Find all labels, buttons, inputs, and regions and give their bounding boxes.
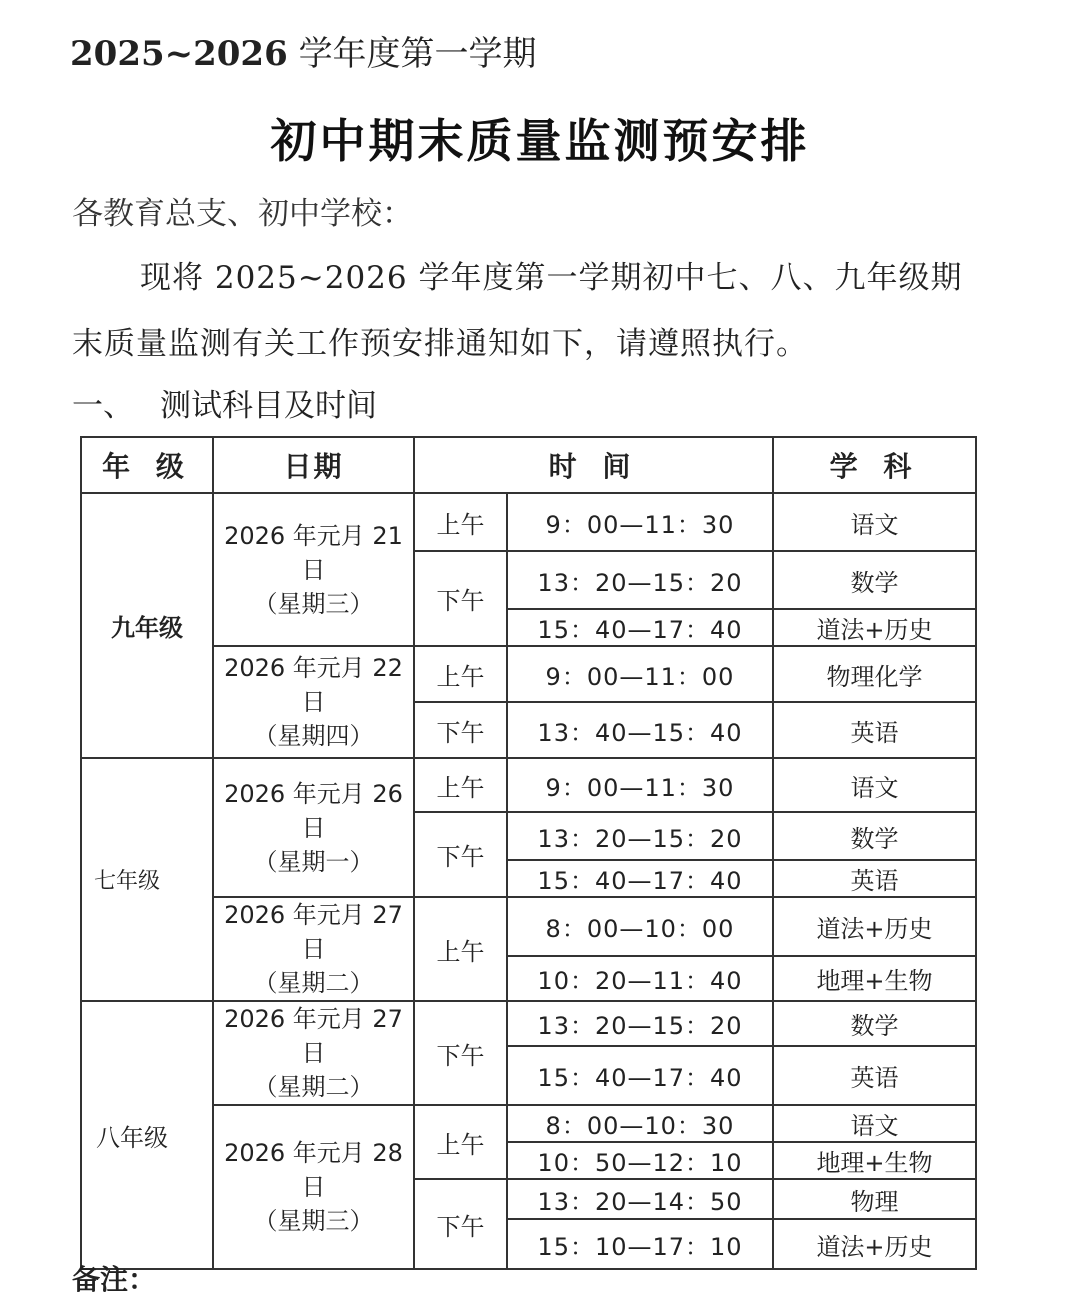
- term-year-range: 2025~2026: [70, 34, 288, 74]
- time-cell: 13：20—14：50: [507, 1179, 773, 1219]
- notice-paragraph-line-2: 末质量监测有关工作预安排通知如下，请遵照执行。: [72, 326, 808, 362]
- date-text: 2026 年元月 21 日: [224, 521, 403, 584]
- date-cell: [213, 493, 414, 646]
- period-cell: 上午: [414, 758, 507, 812]
- time-cell: 15：40—17：40: [507, 609, 773, 646]
- period-cell: 下午: [414, 1179, 507, 1269]
- period-cell: 上午: [414, 1105, 507, 1179]
- table-row: [81, 897, 976, 956]
- subject-cell: 英语: [773, 860, 976, 897]
- exam-schedule-table: [80, 436, 977, 1270]
- time-cell: 13：20—15：20: [507, 812, 773, 860]
- table-row: [81, 1001, 976, 1046]
- date-cell: [213, 1105, 414, 1269]
- table-row: [81, 493, 976, 551]
- date-cell: [213, 897, 414, 1001]
- date-cell: [213, 758, 414, 897]
- subject-cell: 语文: [773, 758, 976, 812]
- document-title: 初中期末质量监测预安排: [270, 114, 810, 168]
- header-grade: 年 级: [81, 437, 213, 493]
- time-cell: 9：00—11：30: [507, 758, 773, 812]
- table-row: [81, 758, 976, 812]
- header-time: 时 间: [414, 437, 773, 493]
- notice-paragraph-line-1: 现将 2025~2026 学年度第一学期初中七、八、九年级期: [140, 260, 963, 296]
- time-cell: 9：00—11：30: [507, 493, 773, 551]
- grade-cell: 九年级: [81, 493, 213, 758]
- weekday-text: （星期一）: [253, 847, 374, 876]
- period-cell: 下午: [414, 702, 507, 758]
- subject-cell: 物理化学: [773, 646, 976, 702]
- period-cell: 上午: [414, 493, 507, 551]
- subject-cell: 数学: [773, 1001, 976, 1046]
- time-cell: 15：10—17：10: [507, 1219, 773, 1269]
- weekday-text: （星期三）: [253, 589, 374, 618]
- time-cell: 9：00—11：00: [507, 646, 773, 702]
- time-cell: 8：00—10：00: [507, 897, 773, 956]
- section-number: 一、: [72, 388, 134, 424]
- date-cell: [213, 646, 414, 758]
- subject-cell: 道法+历史: [773, 1219, 976, 1269]
- subject-cell: 英语: [773, 1046, 976, 1105]
- weekday-text: （星期三）: [253, 1207, 374, 1235]
- subject-cell: 英语: [773, 702, 976, 758]
- table-row: [81, 1105, 976, 1142]
- header-date: 日期: [213, 437, 414, 493]
- time-cell: 13：20—15：20: [507, 551, 773, 609]
- date-text: 2026 年元月 22 日: [224, 654, 403, 716]
- subject-cell: 语文: [773, 493, 976, 551]
- weekday-text: （星期二）: [253, 1073, 374, 1101]
- subject-cell: 物理: [773, 1179, 976, 1219]
- section-title: 测试科目及时间: [160, 388, 377, 424]
- date-cell: [213, 1001, 414, 1105]
- time-cell: 10：20—11：40: [507, 956, 773, 1001]
- term-header: [70, 26, 537, 75]
- period-cell: 上午: [414, 897, 507, 1001]
- term-text: 学年度第一学期: [298, 34, 537, 74]
- time-cell: 13：20—15：20: [507, 1001, 773, 1046]
- date-text: 2026 年元月 27 日: [224, 901, 403, 963]
- subject-cell: 道法+历史: [773, 609, 976, 646]
- date-text: 2026 年元月 28 日: [224, 1139, 403, 1201]
- subject-cell: 语文: [773, 1105, 976, 1142]
- period-cell: 上午: [414, 646, 507, 702]
- period-cell: 下午: [414, 812, 507, 897]
- period-cell: 下午: [414, 1001, 507, 1105]
- addressee: 各教育总支、初中学校：: [72, 196, 413, 232]
- section-heading: [72, 380, 377, 425]
- subject-cell: 数学: [773, 812, 976, 860]
- date-text: 2026 年元月 26 日: [224, 779, 403, 842]
- subject-cell: 数学: [773, 551, 976, 609]
- table-header-row: [81, 437, 976, 493]
- grade-cell: 七年级: [81, 758, 213, 1001]
- subject-cell: 地理+生物: [773, 956, 976, 1001]
- time-cell: 13：40—15：40: [507, 702, 773, 758]
- weekday-text: （星期四）: [253, 722, 374, 750]
- time-cell: 8：00—10：30: [507, 1105, 773, 1142]
- time-cell: 10：50—12：10: [507, 1142, 773, 1179]
- time-cell: 15：40—17：40: [507, 1046, 773, 1105]
- date-text: 2026 年元月 27 日: [224, 1005, 403, 1067]
- subject-cell: 道法+历史: [773, 897, 976, 956]
- subject-cell: 地理+生物: [773, 1142, 976, 1179]
- remark-label: 备注：: [72, 1263, 157, 1296]
- time-cell: 15：40—17：40: [507, 860, 773, 897]
- header-subject: 学 科: [773, 437, 976, 493]
- grade-cell: 八年级: [81, 1001, 213, 1269]
- weekday-text: （星期二）: [253, 969, 374, 997]
- table-row: [81, 646, 976, 702]
- period-cell: 下午: [414, 551, 507, 646]
